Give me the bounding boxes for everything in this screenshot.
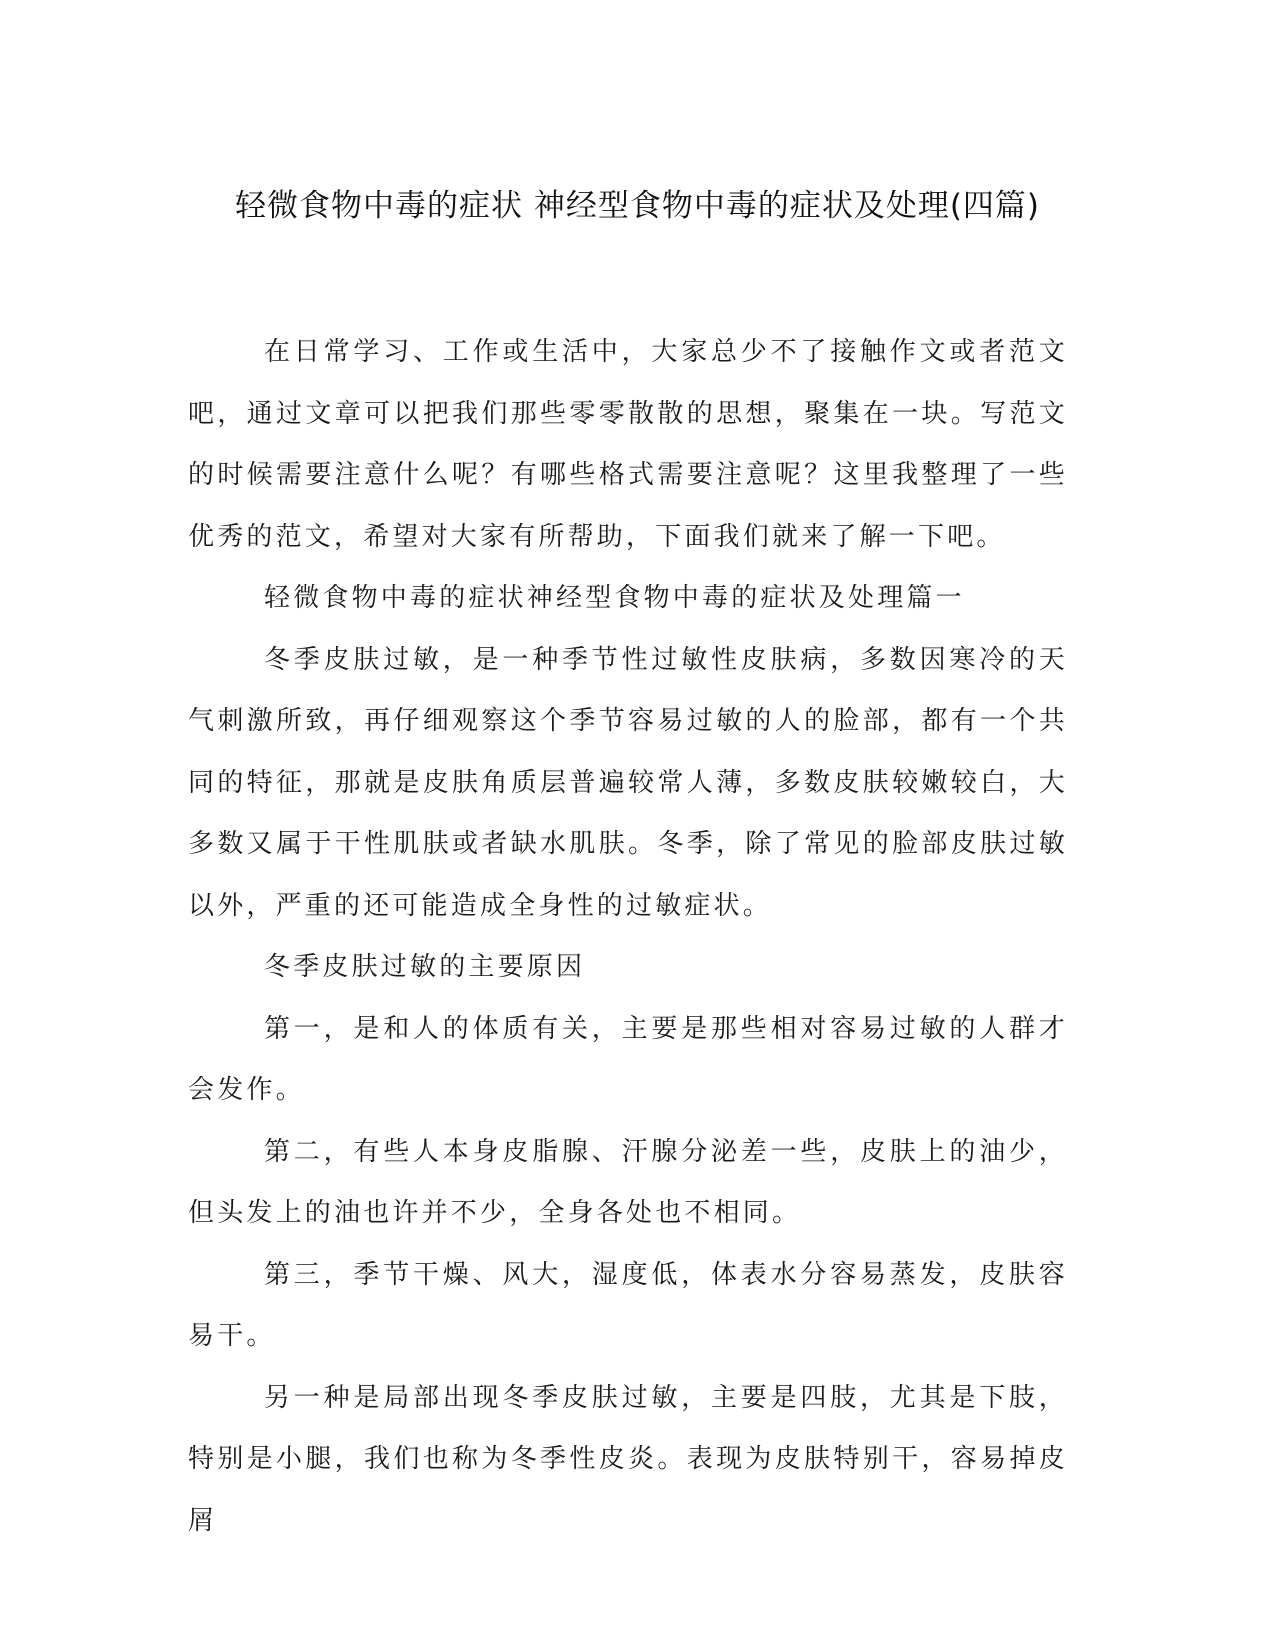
paragraph: 冬季皮肤过敏，是一种季节性过敏性皮肤病，多数因寒冷的天气刺激所致，再仔细观察这个季节容易过敏的人的脸部，都有一个共同的特征，那就是皮肤角质层普遍较常人薄，多数皮肤较嫩较白，大多数又属于干性肌肤或者缺水肌肤。冬季，除了常见的脸部皮肤过敏以外，严重的还可能造成全身性的过敏症状。 [188,644,1068,921]
subheading: 冬季皮肤过敏的主要原因 [264,952,586,982]
paragraph: 第一，是和人的体质有关，主要是那些相对容易过敏的人群才会发作。 [188,1013,1068,1105]
document-title: 轻微食物中毒的症状 神经型食物中毒的症状及处理(四篇) [234,188,1041,224]
section-heading: 轻微食物中毒的症状神经型食物中毒的症状及处理篇一 [264,583,965,613]
document-body [188,322,1068,1552]
paragraph: 第二，有些人本身皮脂腺、汗腺分泌差一些，皮肤上的油少，但头发上的油也许并不少，全身各处也不相同。 [188,1136,1068,1228]
paragraph: 另一种是局部出现冬季皮肤过敏，主要是四肢，尤其是下肢，特别是小腿，我们也称为冬季性皮炎。表现为皮肤特别干，容易掉皮屑 [188,1382,1068,1536]
paragraph: 第三，季节干燥、风大，湿度低，体表水分容易蒸发，皮肤容易干。 [188,1259,1068,1351]
intro-paragraph: 在日常学习、工作或生活中，大家总少不了接触作文或者范文吧，通过文章可以把我们那些零零散散的思想，聚集在一块。写范文的时候需要注意什么呢？有哪些格式需要注意呢？这里我整理了一些优秀的范文，希望对大家有所帮助，下面我们就来了解一下吧。 [188,337,1068,552]
